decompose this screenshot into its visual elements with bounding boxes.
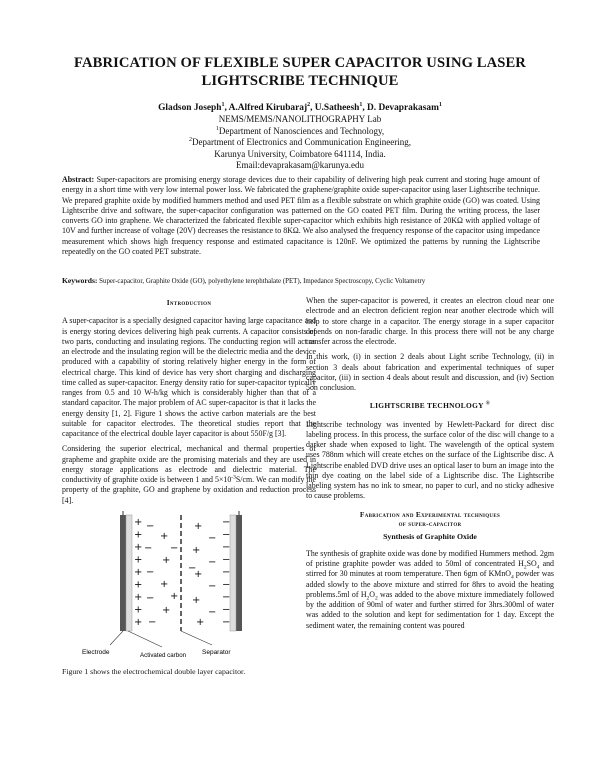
- plus-ion: +: [192, 594, 201, 606]
- author-name: Gladson Joseph: [158, 103, 222, 113]
- paper-title: FABRICATION OF FLEXIBLE SUPER CAPACITOR USING LASER LIGHTSCRIBE TECHNIQUE: [74, 55, 526, 89]
- label-separator: Separator: [202, 648, 231, 656]
- minus-charge: −: [222, 591, 231, 603]
- plus-charge: +: [134, 579, 143, 591]
- plus-ion: +: [194, 568, 203, 580]
- capacitor-diagram-svg: [62, 511, 316, 661]
- keywords: [62, 276, 540, 286]
- plus-ion: +: [194, 520, 203, 532]
- author-name: A.Alfred Kirubaraj: [228, 103, 308, 113]
- figure-1-capacitor-diagram: [62, 511, 316, 661]
- keywords-label: Keywords:: [62, 276, 98, 285]
- keywords-text: Super-capacitor, Graphite Oxide (GO), polyethylene terephthalate (PET), Impedance Spectroscopy, Cyclic Voltametry: [99, 278, 426, 285]
- separator-leader-line: [181, 631, 212, 645]
- electrode-leader-line: [110, 631, 123, 645]
- minus-charge: −: [222, 529, 231, 541]
- right-paragraph-1: When the super-capacitor is powered, it creates an electron cloud near one electrode and an electron deficient region near another electrode which will help to store charge in a capacitor. The energy storage in a super capacitor depends on non-faradic charge. In this process there will not be any charge transfer across the electrode.: [306, 296, 554, 346]
- affiliation-2: $^2$Department of Electronics and Communication Engineering,: [189, 137, 411, 148]
- minus-ion: −: [146, 566, 155, 578]
- author-names: Gladson Joseph$^1$, A.Alfred Kirubaraj$^2$, U.Satheesh$^1$, D. Devaprakasam$^1$: [158, 101, 442, 113]
- minus-charge: −: [222, 516, 231, 528]
- section-heading-introduction: Introduction: [166, 298, 212, 307]
- plus-charge: +: [134, 616, 143, 628]
- label-electrode: Electrode: [82, 648, 110, 656]
- lab-name: NEMS/MEMS/NANOLITHOGRAPHY Lab: [218, 114, 382, 125]
- minus-ion: −: [208, 580, 217, 592]
- minus-ion: −: [208, 532, 217, 544]
- minus-ion: −: [144, 542, 153, 554]
- right-paragraph-2: In this work, (i) in section 2 deals about Light scribe Technology, (ii) in section 3 deals about fabrication and experimental techniques of super capacitor, (iii) in section 4 deals about result and discussion, and (iv) Section 5on conclusion.: [306, 352, 554, 392]
- section-heading-lightscribe: LIGHTSCRIBE TECHNOLOGY ®: [369, 400, 491, 411]
- synthesis-paragraph: The synthesis of graphite oxide was done by modified Hummers method. 2gm of pristine graphite powder was added to 50ml of concentrated $H_2SO_4$ and stirred for 30 minutes at room temperature. Then 6gm of KMnO$_4$ powder was added slowly to the above mixture and stirred for 8hrs to avoid the heating problems.5ml of $H_2O_2$ was added to the above mixture immediately followed by the addition of 90ml of water and further stirred for 3hrs.300ml of water was added to the solution and kept for sedimentation for 1 day. Except the sediment water, the remaining content was poured: [306, 548, 554, 630]
- plus-charge: +: [134, 541, 143, 553]
- affiliation-1: $^1$Department of Nanosciences and Technology,: [215, 125, 385, 136]
- right-column: [306, 296, 554, 636]
- minus-ion: −: [146, 520, 155, 532]
- minus-charge: −: [222, 616, 231, 628]
- minus-charge: −: [222, 554, 231, 566]
- abstract-label: Abstract:: [62, 175, 95, 184]
- right-electrode-plate: [236, 515, 242, 631]
- minus-ion: −: [170, 542, 179, 554]
- author-name: U.Satheesh: [314, 103, 360, 113]
- left-carbon-layer: [126, 515, 132, 631]
- minus-ion: −: [208, 556, 217, 568]
- intro-paragraph-1: A super-capacitor is a specially designed capacitor having large capacitance and is energy storing devices delivering high peak currents. A capacitor consists of two parts, conducting and insulating regions. The conducting region will act as an electrode and the insulating region will be the dielectric media and the device produced with a capability of storing relatively higher energy in the form of electrical charge. This kind of device has very short charging and discharging time called as super-capacitor. Energy density ratio for super-capacitor typically ranges from 0.5 and 10 W-h/kg which is considerably higher than that of a standard capacitor. The major problem of AC super-capacitor is that it lacks the energy density [1, 2]. Figure 1 shows the active carbon materials are the best suitable for capacitor electrodes. The theoretical studies report that the capacitance of the electrical double layer capacitor is about 550F/g [3].: [62, 316, 316, 438]
- left-electrode-plate: [120, 515, 126, 631]
- ion-charges: [134, 517, 230, 628]
- author-name: D. Devaprakasam: [367, 103, 439, 113]
- plus-charge: +: [134, 591, 143, 603]
- minus-ion: −: [146, 592, 155, 604]
- email[interactable]: Email:devaprakasam@karunya.edu: [236, 160, 364, 171]
- plus-charge: +: [134, 566, 143, 578]
- plus-ion: +: [162, 554, 171, 566]
- abstract-text: Super-capacitors are promising energy storage devices due to their capability of delivering high peak current and storing huge amount of energy in a short time with very low internal power loss. We fabricated the graphene/graphite oxide super-capacitor using laser Lightscribe technique. We prepared graphite oxide by modified hummers method and used PET film as a flexible substrate on which graphite oxide (GO) was coated. Using Lightscribe drive and software, the super-capacitor configuration was patterned on the GO coated PET film. During the writing process, the laser converts GO into graphene. We characterized the fabricated flexible super-capacitor which exhibits high resistance of 20KΩ with applied voltage of 10V and further increase of voltage (20V) decreases the resistance to 8KΩ. We also analysed the frequency response of the capacitor using impedance measurement which shows high frequency response and estimated capacitance is 120nF. We optimized the patterns by running the Lightscribe repeatedly on the GO coated PET substrate.: [62, 175, 540, 257]
- lightscribe-paragraph: Lightscribe technology was invented by Hewlett-Packard for direct disc labeling process. In this process, the surface color of the disc will change to a darker shade when exposed to light. The wavelength of the optical system uses 788nm which will create etches on the surface of the Lightscribe disc. A Lightscribe enabled DVD drive uses an optical laser to burn an image into the thin dye coating on the label side of a Lightscribe disc. The Lightscribe labeling system has no ink to smear, no paper to curl, and no sticky adhesive to cause problems.: [306, 419, 554, 501]
- abstract: [62, 175, 540, 257]
- plus-ion: +: [196, 616, 205, 628]
- carbon-leader-line: [128, 631, 162, 647]
- author-block: [40, 103, 560, 171]
- plus-charge: +: [134, 554, 143, 566]
- intro-paragraph-2: Considering the superior electrical, mechanical and thermal properties of grapheme and graphite oxide are the promising materials and they are used in energy storage applications as electrode and dielectric material. The conductivity of graphite oxide is between 1 and $5\times 10^{-3}S/cm$. We can modify the property of the graphite, GO and graphene by oxidation and reduction process [4].: [62, 444, 316, 505]
- minus-ion: −: [208, 606, 217, 618]
- figure-1-caption: Figure 1 shows the electrochemical double layer capacitor.: [62, 666, 246, 676]
- label-activated-carbon: Activated carbon: [140, 651, 187, 659]
- plus-ion: +: [192, 544, 201, 556]
- minus-charge: −: [222, 579, 231, 591]
- minus-charge: −: [222, 604, 231, 616]
- section-heading-fabrication: Fabrication and Experimental techniques of super-capacitor: [359, 509, 501, 528]
- minus-charge: −: [222, 566, 231, 578]
- plus-ion: +: [170, 590, 179, 602]
- right-carbon-layer: [230, 515, 236, 631]
- plus-charge: +: [134, 516, 143, 528]
- plus-charge: +: [134, 529, 143, 541]
- plus-ion: +: [160, 578, 169, 590]
- plus-charge: +: [134, 604, 143, 616]
- left-column: [62, 296, 316, 677]
- subheading-synthesis: Synthesis of Graphite Oxide: [383, 531, 477, 541]
- address: Karunya University, Coimbatore 641114, India.: [214, 148, 386, 159]
- minus-ion: −: [188, 562, 197, 574]
- minus-charge: −: [222, 541, 231, 553]
- plus-ion: +: [162, 604, 171, 616]
- minus-ion: −: [148, 616, 157, 628]
- plus-ion: +: [160, 530, 169, 542]
